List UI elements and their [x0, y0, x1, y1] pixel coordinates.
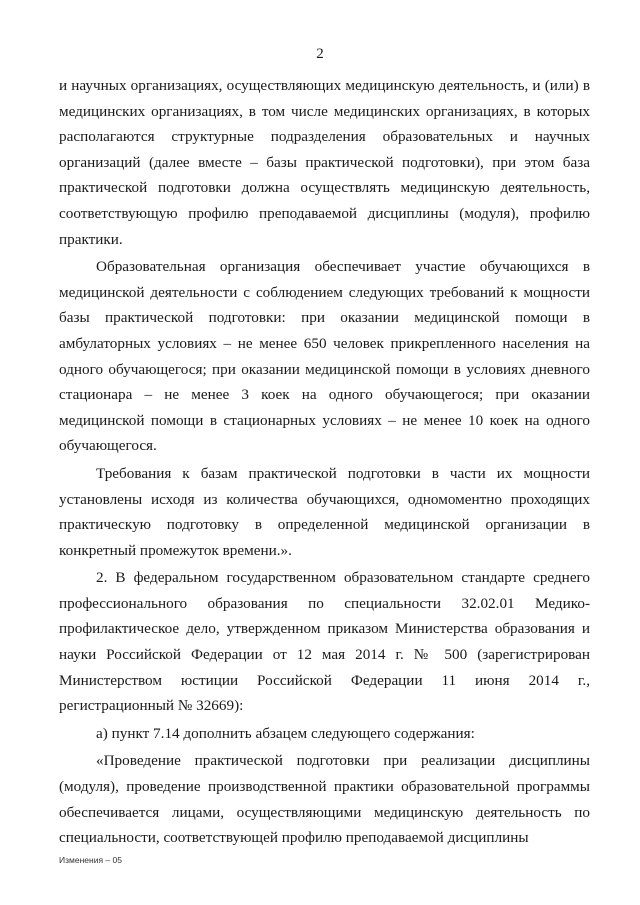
paragraph-subitem-a: а) пункт 7.14 дополнить абзацем следующего содержания:: [96, 724, 475, 742]
document-body: [59, 73, 590, 851]
footer-note: Изменения – 05: [59, 855, 122, 865]
paragraph-requirements: Образовательная организация обеспечивает участие обучающихся в медицинской деятельности с соблюдением следующих требований к мощности базы практической подготовки: при оказании медицинской помощи в амбулаторных условиях – не менее 650 человек прикрепленного населения на одного обучающегося; при оказании медицинской помощи в условиях дневного стационара – не менее 3 коек на одного обучающегося; при оказании медицинской помощи в стационарных условиях – не менее 10 коек на одного обучающегося.: [59, 258, 590, 455]
paragraph-quote: «Проведение практической подготовки при реализации дисциплины (модуля), проведение производственной практики образовательной программы обеспечивается лицами, осуществляющими медицинскую деятельность по специальности, соответствующей профилю преподаваемой дисциплины: [59, 752, 590, 847]
page-number: 2: [316, 46, 324, 62]
paragraph-capacity: Требования к базам практической подготовки в части их мощности установлены исходя из количества обучающихся, одномоментно проходящих практическую подготовку в определенной медицинской организации в конкретный промежуток времени.».: [59, 464, 590, 559]
paragraph-item-2: 2. В федеральном государственном образовательном стандарте среднего профессионального образования по специальности 32.02.01 Медико-профилактическое дело, утвержденном приказом Министерства образования и науки Российской Федерации от 12 мая 2014 г. № 500 (зарегистрирован Министерством юстиции Российской Федерации 11 июня 2014 г., регистрационный № 32669):: [59, 569, 590, 715]
paragraph-continuation: и научных организациях, осуществляющих медицинскую деятельность, и (или) в медицинских организациях, в том числе медицинских организациях, в которых располагаются структурные подразделения образовательных и научных организаций (далее вместе – базы практической подготовки), при этом база практической подготовки должна осуществлять медицинскую деятельность, соответствующую профилю преподаваемой дисциплины (модуля), профилю практики.: [59, 77, 590, 248]
